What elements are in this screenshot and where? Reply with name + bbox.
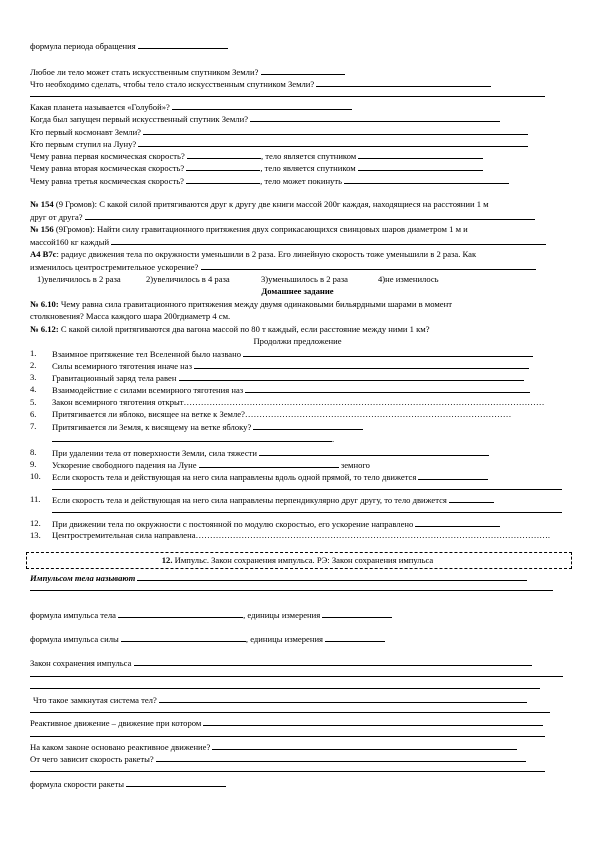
answer-blank[interactable] [344,175,509,184]
item-number: 1. [30,348,37,358]
item-number: 3. [30,372,37,382]
answer-blank[interactable] [243,348,533,357]
item-7-text: Притягивается ли Земля, к висящему на ветке яблоку? [52,422,252,432]
rocket-speed-formula [30,778,226,789]
answer-blank[interactable] [316,78,491,87]
question-what-needed [30,78,491,89]
answer-blank[interactable] [143,126,528,135]
impulse-formula [30,609,392,620]
question-first-cosmonaut-text: Кто первый космонавт Земли? [30,127,142,137]
second-cosmic-speed-text2: , тело является спутником [260,163,356,173]
reactive-motion [30,717,543,728]
problem-156-cont [30,236,546,247]
question-moon-text: Кто первым ступил на Луну? [30,139,137,149]
answer-line[interactable] [30,676,563,677]
third-cosmic-speed-text2: , тело может покинуть [260,176,343,186]
item-10-text: Если скорость тела и действующая на него сила направлены вдоль одной прямой, то тело движется [52,472,417,482]
answer-blank[interactable] [259,447,489,456]
item-number: 8. [30,447,37,457]
item-5: Закон всемирного тяготения открыт……………………………………………………………………………………………………………… [52,397,545,407]
closed-system [33,694,527,705]
item-number: 9. [30,459,37,469]
question-blue-planet [30,101,352,112]
question-moon [30,138,528,149]
answer-blank[interactable] [194,360,529,369]
answer-blank[interactable] [449,494,494,503]
item-2 [52,360,529,371]
item-11 [52,494,494,505]
rocket-speed-formula-label: формула скорости ракеты [30,779,125,789]
item-number: 6. [30,409,37,419]
question-first-satellite-text: Когда был запущен первый искусственный спутник Земли? [30,114,249,124]
item-number: 7. [30,421,37,431]
answer-blank[interactable] [253,421,363,430]
item-11-text: Если скорость тела и действующая на него сила направлены перпендикулярно друг другу, то тело движется [52,495,447,505]
answer-line[interactable] [52,512,562,513]
rocket-speed-depends [30,753,526,764]
answer-blank[interactable] [156,753,526,762]
homework-6-10-cont: столкновения? Масса каждого шара 200гдиаметр 4 см. [30,311,231,321]
homework-6-12-number: № 6.12: [30,324,59,334]
impulse-units-label: , единицы измерения [243,610,321,620]
item-6: Притягивается ли яблоко, висящее на ветке к Земле?………………………………………………………………………………… [52,409,512,419]
item-12-text: При движении тела по окружности с постоянной по модулю скоростью, его ускорение направлено [52,519,414,529]
first-cosmic-speed-text: Чему равна первая космическая скорость? [30,151,185,161]
first-cosmic-speed-text2: , тело является спутником [260,151,357,161]
answer-blank[interactable] [358,162,483,171]
answer-blank[interactable] [138,138,528,147]
problem-a4-cont [30,261,536,272]
answer-blank[interactable] [415,518,500,527]
answer-blank[interactable] [358,150,483,159]
answer-blank[interactable] [187,150,261,159]
answer-blank[interactable] [199,459,339,468]
item-7 [52,421,363,432]
homework-6-10-text: Чему равна сила гравитационного притяжения между двумя одинаковыми бильярдными шарами в момент [58,299,452,309]
impulse-definition [30,572,527,583]
item-6-text: Притягивается ли яблоко, висящее на ветке к Земле? [52,409,245,419]
option-3[interactable]: 3)уменьшилось в 2 раза [261,274,348,284]
item-8-text: При удалении тела от поверхности Земли, сила тяжести [52,448,257,458]
impulse-definition-label: Импульсом тела называют [30,573,136,583]
answer-blank[interactable] [250,113,500,122]
answer-blank[interactable] [179,372,524,381]
answer-blank[interactable] [203,717,543,726]
answer-blank[interactable] [261,66,345,75]
item-8 [52,447,489,458]
reactive-law-label: На каком законе основано реактивное движение? [30,742,211,752]
question-first-satellite [30,113,500,124]
item-number: 4. [30,384,37,394]
option-1[interactable]: 1)увеличилось в 2 раза [37,274,121,284]
second-cosmic-speed-text: Чему равна вторая космическая скорость? [30,163,185,173]
answer-blank[interactable] [85,211,535,220]
first-cosmic-speed [30,150,483,161]
problem-a4-number: А4 В7с [30,249,57,259]
answer-line[interactable] [30,590,553,591]
answer-line[interactable] [30,96,545,97]
answer-blank[interactable] [126,778,226,787]
answer-line[interactable] [30,712,550,713]
section-12-heading [0,555,595,565]
item-7-cont: . [52,433,334,444]
problem-154 [30,199,489,209]
period-formula-line [30,40,228,51]
homework-6-12 [30,324,430,334]
answer-blank[interactable] [245,384,530,393]
problem-156 [30,224,468,234]
answer-blank[interactable] [137,572,527,581]
rocket-speed-depends-label: От чего зависит скорость ракеты? [30,754,154,764]
question-what-needed-text: Что необходимо сделать, чтобы тело стало искусственным спутником Земли? [30,79,315,89]
continue-title: Продолжи предложение [253,336,342,346]
answer-blank[interactable] [186,162,260,171]
item-5-text: Закон всемирного тяготения открыт [52,397,184,407]
option-4[interactable]: 4)не изменилось [378,274,439,284]
problem-154-text: (9 Громов): С какой силой притягиваются друг к другу две книги массой 200г каждая, находящиеся на расстоянии 1 м [53,199,489,209]
item-number: 11. [30,494,41,504]
force-impulse-formula [30,633,385,644]
answer-blank[interactable] [325,633,385,642]
question-any-body [30,66,345,77]
problem-154-text-cont: друг от друга? [30,212,83,222]
problem-a4-text: : радиус движения тела по окружности уменьшили в 2 раза. Его линейную скорость тоже уменьшили в 2 раза. Как [56,249,477,259]
item-12 [52,518,500,529]
answer-blank[interactable] [159,694,527,703]
answer-blank[interactable] [134,657,532,666]
period-formula-label: формула периода обращения [30,41,136,51]
item-13-text: Центростремительная сила направлена [52,530,196,540]
reactive-law [30,741,517,752]
problem-156-text: (9Громов): Найти силу гравитационного притяжения двух соприкасающихся свинцовых шаров диаметром 1 м и [53,224,468,234]
problem-154-cont [30,211,535,222]
item-9-text: Ускорение свободного падения на Луне [52,460,197,470]
item-9 [52,459,370,470]
problem-a4-text-cont: изменилось центростремительное ускорение? [30,262,199,272]
option-2[interactable]: 2)увеличилось в 4 раза [146,274,230,284]
answer-blank[interactable] [418,471,488,480]
answer-line[interactable] [30,736,545,737]
item-10 [52,471,488,482]
item-3 [52,372,524,383]
force-impulse-units-label: , единицы измерения [245,634,323,644]
section-12-title: Импульс. Закон сохранения импульса. РЭ: Закон сохранения импульса [172,555,434,565]
question-first-cosmonaut [30,126,528,137]
item-4 [52,384,530,395]
closed-system-label: Что такое замкнутая система тел? [33,695,157,705]
answer-blank[interactable] [118,609,243,618]
item-1-text: Взаимное притяжение тел Вселенной было названо [52,349,241,359]
answer-blank[interactable] [111,236,546,245]
item-1 [52,348,533,359]
answer-blank[interactable] [201,261,536,270]
homework-6-12-text: С какой силой притягиваются два вагона массой по 80 т каждый, если расстояние между ними 1 км? [58,324,430,334]
item-9-text2: земного [340,460,370,470]
force-impulse-formula-label: формула импульса силы [30,634,119,644]
homework-6-10-number: № 6.10: [30,299,59,309]
question-any-body-text: Любое ли тело может стать искусственным спутником Земли? [30,67,259,77]
reactive-motion-label: Реактивное движение – движение при котором [30,718,202,728]
item-2-text: Силы всемирного тяготения иначе наз [52,361,192,371]
item-13: Центростремительная сила направлена……………………………………………………………………………………………………………. [52,530,551,540]
period-formula-blank[interactable] [138,40,228,49]
question-blue-planet-text: Какая планета называется «Голубой»? [30,102,170,112]
item-number: 2. [30,360,37,370]
problem-156-text-cont: массой160 кг каждый [30,237,110,247]
third-cosmic-speed-text: Чему равна третья космическая скорость? [30,176,184,186]
item-number: 10. [30,471,41,481]
homework-6-10 [30,299,452,309]
third-cosmic-speed [30,175,509,186]
item-4-text: Взаимодействие с силами всемирного тяготения наз [52,385,244,395]
problem-156-number: № 156 [30,224,54,234]
impulse-formula-label: формула импульса тела [30,610,116,620]
answer-blank[interactable] [186,175,260,184]
problem-a4 [30,249,476,259]
second-cosmic-speed [30,162,483,173]
answer-blank[interactable] [212,741,517,750]
item-number: 13. [30,530,41,540]
item-number: 5. [30,397,37,407]
conservation-law [30,657,532,668]
section-12-number: 12. [161,555,173,565]
conservation-law-label: Закон сохранения импульса [30,658,132,668]
answer-line[interactable] [30,771,545,772]
answer-line[interactable] [30,688,540,689]
answer-blank[interactable] [121,633,246,642]
item-3-text: Гравитационный заряд тела равен [52,373,177,383]
homework-title: Домашнее задание [261,286,334,296]
answer-blank[interactable] [172,101,352,110]
problem-154-number: № 154 [30,199,54,209]
item-number: 12. [30,518,41,528]
answer-blank[interactable] [52,433,332,442]
answer-blank[interactable] [322,609,392,618]
answer-line[interactable] [52,489,562,490]
